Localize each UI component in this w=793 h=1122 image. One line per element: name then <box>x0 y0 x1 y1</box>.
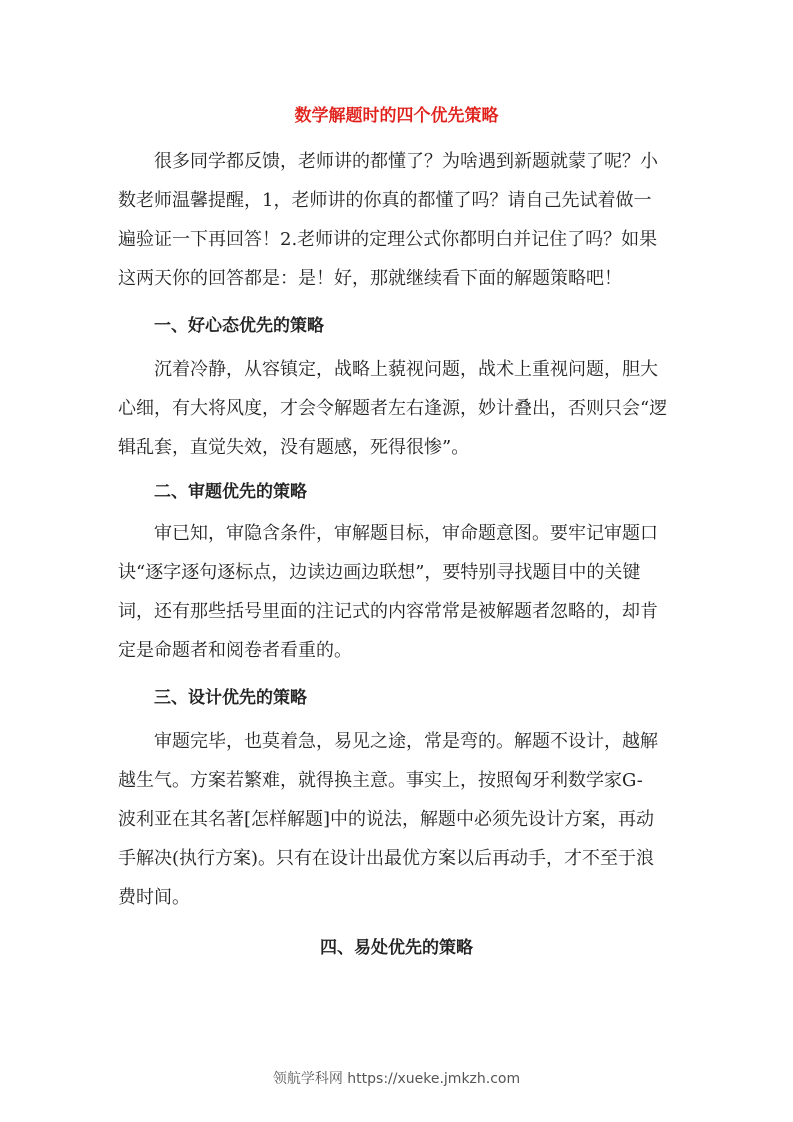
intro-line-1: 很多同学都反馈，老师讲的都懂了？为啥遇到新题就蒙了呢？小 <box>118 151 658 172</box>
section-2-line-3: 词，还有那些括号里面的注记式的内容常常是被解题者忽略的，却肯 <box>118 601 658 622</box>
section-paragraph-3 <box>118 722 678 917</box>
section-1-line-2: 心细，有大将风度，才会令解题者左右逢源，妙计叠出，否则只会“逻 <box>118 398 668 419</box>
section-heading-3: 三、设计优先的策略 <box>154 688 307 708</box>
section-2-line-1: 审已知，审隐含条件，审解题目标，审命题意图。要牢记审题口 <box>118 523 658 544</box>
section-3-line-1: 审题完毕，也莫着急，易见之途，常是弯的。解题不设计，越解 <box>118 731 658 752</box>
section-2-line-2: 诀“逐字逐句逐标点，边读边画边联想”，要特别寻找题目中的关键 <box>118 562 641 583</box>
section-paragraph-1 <box>118 350 678 467</box>
intro-line-3: 遍验证一下再回答！2.老师讲的定理公式你都明白并记住了吗？如果 <box>118 229 658 250</box>
section-heading-1: 一、好心态优先的策略 <box>154 316 324 336</box>
section-3-line-4: 手解决(执行方案)。只有在设计出最优方案以后再动手，才不至于浪 <box>118 848 655 869</box>
section-3-line-3: 波利亚在其名著[怎样解题]中的说法，解题中必须先设计方案，再动 <box>118 809 655 830</box>
document-title: 数学解题时的四个优先策略 <box>294 106 499 126</box>
section-heading-4: 四、易处优先的策略 <box>320 938 473 958</box>
intro-line-4: 这两天你的回答都是：是！好，那就继续看下面的解题策略吧！ <box>118 268 622 289</box>
section-2-line-4: 定是命题者和阅卷者看重的。 <box>118 640 352 661</box>
section-heading-2: 二、审题优先的策略 <box>154 482 307 502</box>
intro-line-2: 数老师温馨提醒，1，老师讲的你真的都懂了吗？请自己先试着做一 <box>118 190 652 211</box>
page-footer: 领航学科网 https://xueke.jmkzh.com <box>272 1071 521 1087</box>
section-3-line-5: 费时间。 <box>118 887 190 908</box>
section-1-line-3: 辑乱套，直觉失效，没有题感，死得很惨”。 <box>118 437 470 458</box>
section-3-line-2: 越生气。方案若繁难，就得换主意。事实上，按照匈牙利数学家G- <box>118 770 643 791</box>
section-paragraph-2 <box>118 514 678 670</box>
section-1-line-1: 沉着冷静，从容镇定，战略上藐视问题，战术上重视问题，胆大 <box>118 359 658 380</box>
intro-paragraph <box>118 142 678 298</box>
